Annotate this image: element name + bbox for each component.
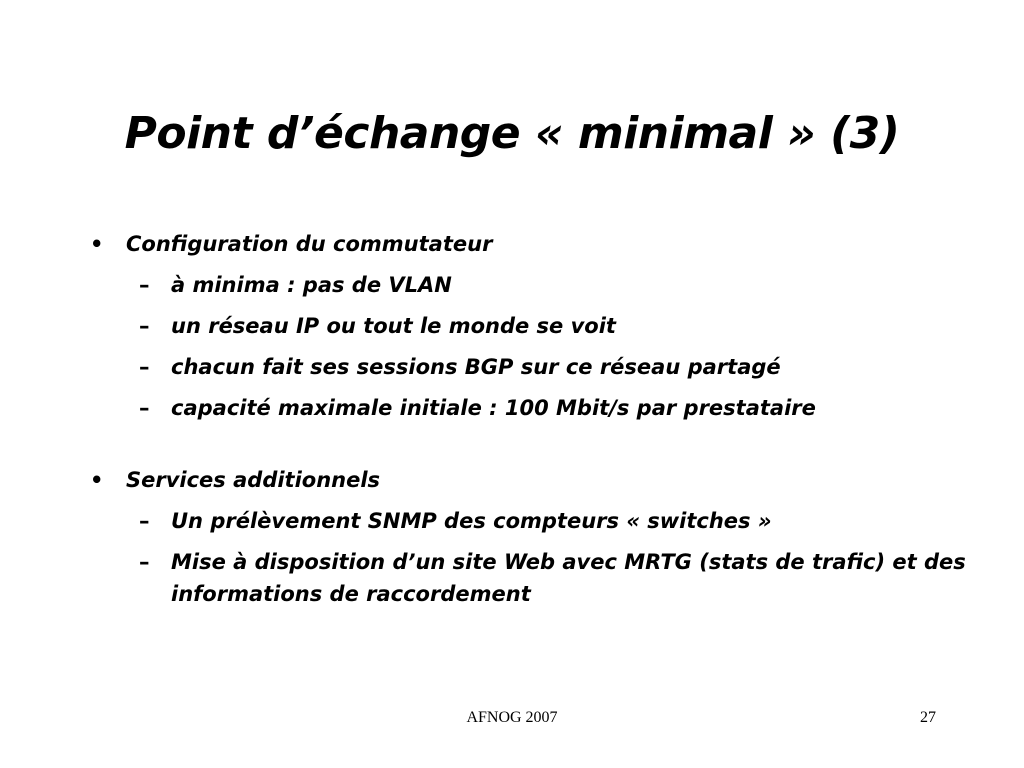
dash-icon: – xyxy=(139,314,150,338)
page-number: 27 xyxy=(920,709,936,726)
sub-item-text: chacun fait ses sessions BGP sur ce réseau partagé xyxy=(171,355,781,379)
sub-item-text: capacité maximale initiale : 100 Mbit/s par prestataire xyxy=(171,396,816,420)
sub-item xyxy=(90,546,970,610)
sub-list-configuration xyxy=(90,269,970,424)
bullet-item-services xyxy=(90,464,970,496)
sub-item-text: Mise à disposition d’un site Web avec MRTG (stats de trafic) et des informations de raccordement xyxy=(171,550,966,606)
sub-item xyxy=(90,269,970,301)
bullet-icon: • xyxy=(90,232,104,256)
sub-list-services xyxy=(90,505,970,610)
sub-item xyxy=(90,505,970,537)
slide-content xyxy=(90,228,970,610)
dash-icon: – xyxy=(139,273,150,297)
bullet-item-configuration xyxy=(90,228,970,260)
bullet-icon: • xyxy=(90,468,104,492)
footer-text: AFNOG 2007 xyxy=(466,709,558,726)
bullet-heading: Services additionnels xyxy=(126,468,381,492)
sub-item-text: à minima : pas de VLAN xyxy=(171,273,452,297)
sub-item-text: un réseau IP ou tout le monde se voit xyxy=(171,314,616,338)
sub-item-text: Un prélèvement SNMP des compteurs « switches » xyxy=(171,509,772,533)
sub-item xyxy=(90,310,970,342)
sub-item xyxy=(90,351,970,383)
dash-icon: – xyxy=(139,509,150,533)
dash-icon: – xyxy=(139,355,150,379)
dash-icon: – xyxy=(139,396,150,420)
sub-item xyxy=(90,392,970,424)
bullet-heading: Configuration du commutateur xyxy=(126,232,493,256)
slide-title: Point d’échange « minimal » (3) xyxy=(124,108,900,159)
section-spacer xyxy=(90,424,970,464)
dash-icon: – xyxy=(139,550,150,574)
